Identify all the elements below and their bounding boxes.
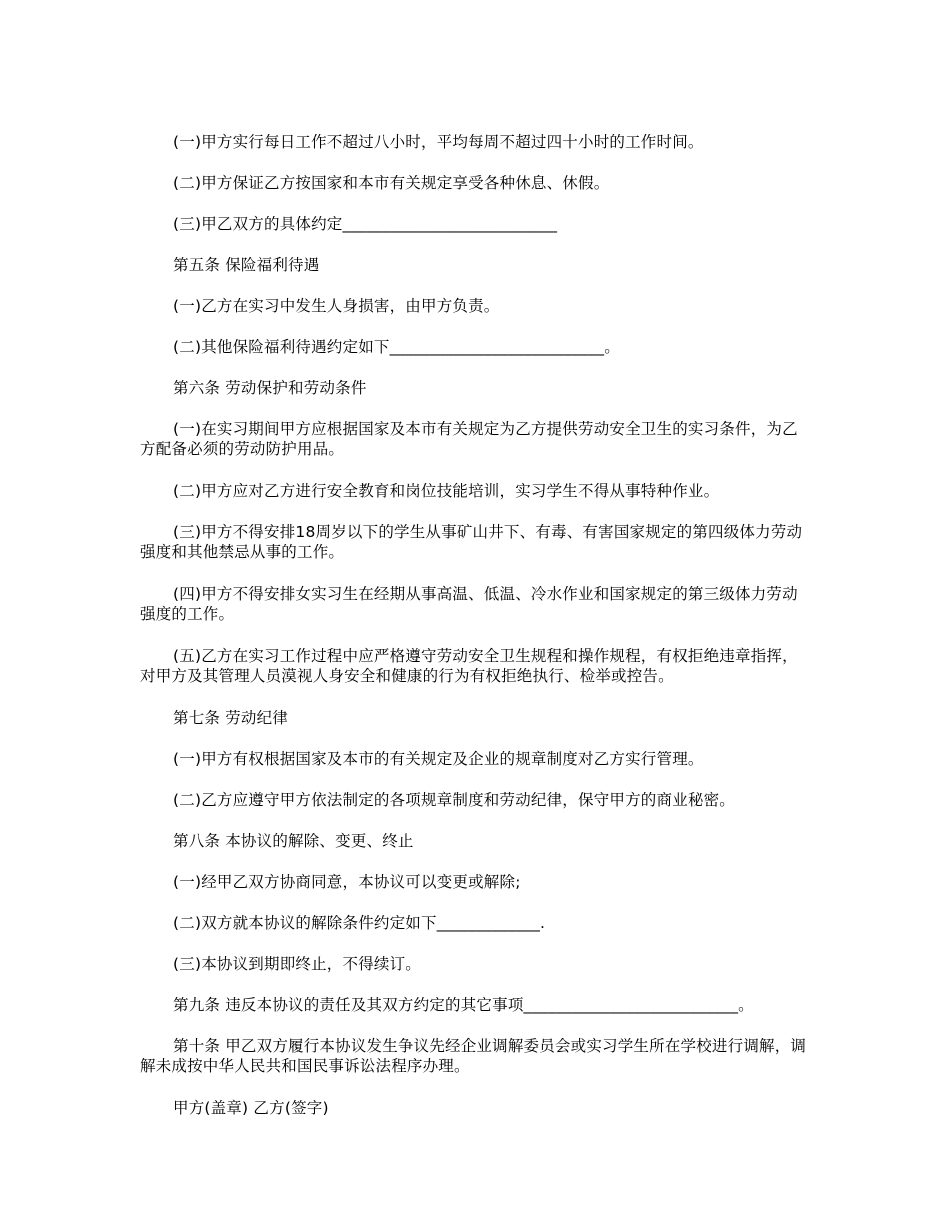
clause-5-heading: 第五条 保险福利待遇 [173, 256, 320, 274]
clause-8-item-1: (一)经甲乙双方协商同意，本协议可以变更或解除; [173, 873, 521, 891]
clause-7-item-1: (一)甲方有权根据国家及本市的有关规定及企业的规章制度对乙方实行管理。 [173, 750, 704, 768]
clause-4-item-2: (二)甲方保证乙方按国家和本市有关规定享受各种休息、休假。 [173, 174, 610, 192]
clause-10: 第十条 甲乙双方履行本协议发生争议先经企业调解委员会或实习学生所在学校进行调解，调解未成按中华人民共和国民事诉讼法程序办理。 [140, 1037, 807, 1075]
clause-8-item-3: (三)本协议到期即终止，不得续订。 [173, 955, 421, 973]
clause-5-item-2: (二)其他保险福利待遇约定如下___________________________。 [173, 338, 620, 356]
clause-6-item-3: (三)甲方不得安排18周岁以下的学生从事矿山井下、有毒、有害国家规定的第四级体力劳动强度和其他禁忌从事的工作。 [140, 523, 803, 561]
clause-9: 第九条 违反本协议的责任及其双方约定的其它事项___________________________。 [173, 996, 754, 1014]
clause-6-item-2: (二)甲方应对乙方进行安全教育和岗位技能培训，实习学生不得从事特种作业。 [173, 482, 720, 500]
clause-6-item-4: (四)甲方不得安排女实习生在经期从事高温、低温、冷水作业和国家规定的第三级体力劳动强度的工作。 [140, 585, 798, 623]
clause-8-item-2: (二)双方就本协议的解除条件约定如下_____________. [173, 914, 546, 932]
clause-7-item-2: (二)乙方应遵守甲方依法制定的各项规章制度和劳动纪律，保守甲方的商业秘密。 [173, 791, 735, 809]
clause-7-heading: 第七条 劳动纪律 [173, 709, 289, 727]
signature-line: 甲方(盖章) 乙方(签字) [173, 1099, 329, 1117]
clause-6-item-5: (五)乙方在实习工作过程中应严格遵守劳动安全卫生规程和操作规程，有权拒绝违章指挥，对甲方及其管理人员漠视人身安全和健康的行为有权拒绝执行、检举或控告。 [140, 647, 798, 685]
clause-6-item-1: (一)在实习期间甲方应根据国家及本市有关规定为乙方提供劳动安全卫生的实习条件，为乙方配备必须的劳动防护用品。 [140, 420, 798, 458]
clause-6-heading: 第六条 劳动保护和劳动条件 [173, 379, 367, 397]
clause-4-item-3: (三)甲乙双方的具体约定___________________________ [173, 215, 558, 233]
clause-4-item-1: (一)甲方实行每日工作不超过八小时，平均每周不超过四十小时的工作时间。 [173, 133, 704, 151]
clause-8-heading: 第八条 本协议的解除、变更、终止 [173, 832, 414, 850]
clause-5-item-1: (一)乙方在实习中发生人身损害，由甲方负责。 [173, 297, 500, 315]
